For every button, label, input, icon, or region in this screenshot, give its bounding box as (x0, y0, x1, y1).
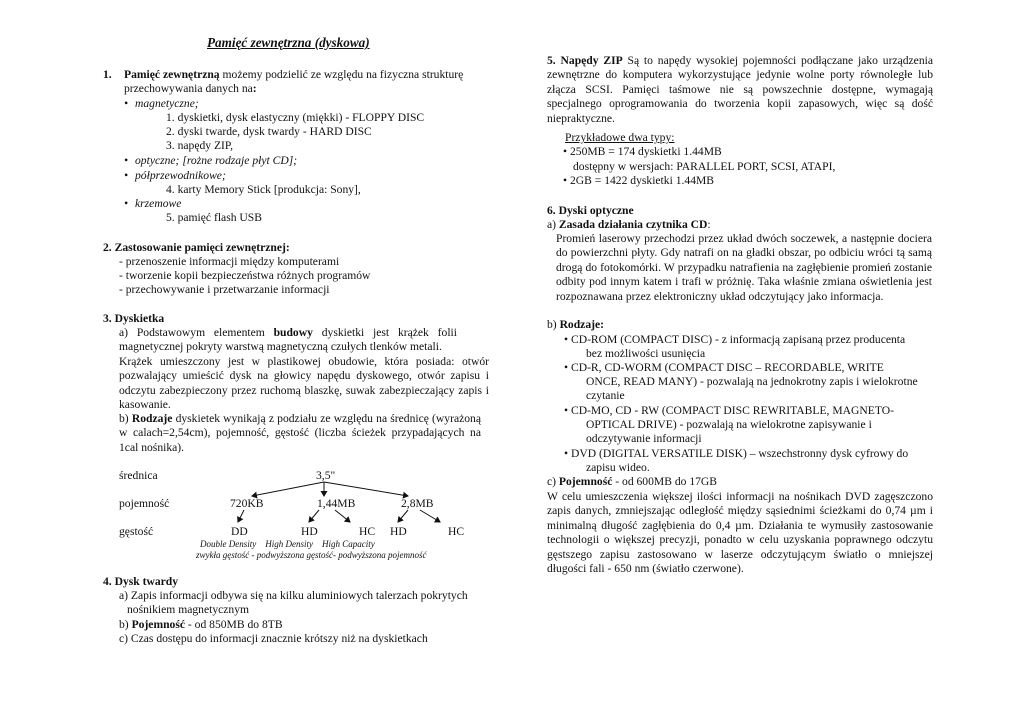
diagram-cap-720: 720KB (230, 497, 264, 510)
bullet-icon: • (124, 169, 129, 182)
diagram-cap-28: 2,8MB (401, 497, 434, 510)
s6-a-heading (547, 218, 711, 232)
s6-b-prefix: b) (547, 318, 560, 331)
s6-type-line: czytanie (586, 389, 625, 402)
s6-b-bold: Rodzaje: (559, 318, 604, 331)
s3-b-bold: Rodzaje (131, 412, 173, 425)
arrow-to-28 (324, 482, 408, 496)
s3-a-text: dyskietki jest krążek folii magnetycznej pokryty warstwą magnetyczną czułych tlenków metali. (119, 326, 457, 354)
s4-heading: 4. Dysk twardy (103, 575, 179, 588)
diagram-diameter: 3,5" (316, 469, 336, 482)
s3-a-bold: budowy (273, 326, 313, 339)
s6-type-line: CD-R, CD-WORM (COMPACT DISC – RECORDABLE, WRITE (570, 361, 884, 374)
bullet-icon: • (124, 97, 129, 110)
s6-a-prefix: a) (547, 218, 559, 231)
s6-type-cdrom (564, 333, 905, 347)
s1-m2: 2. dyski twarde, dysk twardy - HARD DISC (166, 125, 372, 138)
diagram-dd: DD (231, 525, 248, 538)
s2-item: - przenoszenie informacji między komputerami (119, 255, 340, 268)
s5-text: Są to napędy wysokiej pojemności podłączane jako urządzenia zewnętrzne do komputera wykorzystujące jedynie wolne porty równoległe lub złącza SCSI. Pamięci taśmowe nie są powszechnie dostępne, wymagają specjalnego oprogramowania do tworzenia kopii zapasowych, więc są dość niepraktyczne. (547, 54, 933, 125)
bullet-icon: • (563, 174, 570, 187)
s6-c-bold: Pojemność (558, 475, 613, 488)
s1-text: możemy podzielić ze względu na fizyczna strukturę (219, 68, 464, 81)
s6-a-bold: Zasada działania czytnika CD (558, 218, 708, 231)
s1-bold: Pamięć zewnętrzną (124, 68, 220, 81)
s5-e2-text: 2GB = 1422 dyskietki 1.44MB (569, 174, 715, 187)
arrow-hd-2 (398, 510, 408, 522)
s3-a-paragraph-2: Krążek umieszczony jest w plastikowej obudowie, która posiada: otwór pozwalający umieścić dysk na głowicy napędu dyskowego, otwór zapisu i odczytu zabezpieczony przez ruchomą blaszkę, suwak zabezpieczający zapis i kasowanie. (119, 355, 489, 412)
s6-type-line: odczytywanie informacji (586, 432, 702, 445)
s6-type-line: bez możliwości usunięcia (586, 347, 706, 360)
s5-e1-text: 250MB = 174 dyskietki 1.44MB (569, 145, 722, 158)
bullet-icon: • (564, 333, 571, 346)
s4-b-bold: Pojemność (131, 618, 186, 631)
s1-m1: 1. dyskietki, dysk elastyczny (miękki) - FLOPPY DISC (166, 111, 425, 124)
arrow-hc-2 (420, 510, 440, 522)
s1-silicon-label: krzemowe (135, 197, 182, 210)
s5-heading: 5. Napędy ZIP (547, 54, 623, 67)
s6-type-line: OPTICAL DRIVE) - pozwalają na wielokrotne zapisywanie i (586, 418, 872, 431)
diagram-label-diameter: średnica (119, 469, 158, 482)
s3-heading: 3. Dyskietka (103, 312, 165, 325)
s3-b-text: dyskietek wynikają z podziału ze względu na średnicę (wyrażoną w calach=2,54cm), pojemność, gęstość (liczba ścieżek przypadających na 1cal nośnika). (119, 412, 481, 454)
arrow-hd-1 (309, 510, 319, 522)
s6-b-heading (547, 318, 604, 332)
s2-heading: 2. Zastosowanie pamięci zewnętrznej: (103, 241, 290, 254)
diagram-hc-1: HC (359, 525, 376, 538)
diagram-hd-2: HD (390, 525, 407, 538)
s2-item: - przechowywanie i przetwarzanie informacji (119, 283, 330, 296)
bullet-icon: • (564, 447, 571, 460)
arrow-hc-1 (335, 510, 350, 522)
s3-b-prefix: b) (119, 412, 132, 425)
s4-a: a) Zapis informacji odbywa się na kilku aluminiowych talerzach pokrytych (119, 589, 468, 602)
s6-type-line: DVD (DIGITAL VERSATILE DISK) – wszechstronny dysk cyfrowy do (570, 447, 909, 460)
s3-a-prefix: a) Podstawowym elementem (119, 326, 274, 339)
s1-magnetic-label: magnetyczne; (135, 97, 199, 110)
s6-type-line: CD-MO, CD - RW (COMPACT DISC REWRITABLE, MAGNETO- (570, 404, 894, 417)
s4-b-text: - od 850MB do 8TB (185, 618, 283, 631)
bullet-icon: • (124, 154, 129, 167)
bullet-icon: • (564, 361, 571, 374)
s1-line2-text: przechowywania danych na (124, 82, 253, 95)
s6-type-line: CD-ROM (COMPACT DISC) - z informacją zapisaną przez producenta (570, 333, 906, 346)
s6-c (547, 475, 717, 489)
bullet-icon: • (563, 145, 570, 158)
s1-line2-colon: : (252, 82, 257, 95)
s1-number: 1. (103, 68, 112, 81)
s6-type-line: ONCE, READ MANY) - pozwalają na jednokrotny zapis i wielokrotne (586, 375, 918, 388)
s6-type-line: zapisu wideo. (586, 461, 650, 474)
s2-item: - tworzenie kopii bezpieczeństwa różnych programów (119, 269, 371, 282)
s1-k5: 5. pamięć flash USB (166, 211, 262, 224)
diagram-label-density: gęstość (119, 525, 154, 538)
s5-paragraph (547, 54, 933, 126)
s6-a-paragraph: Promień laserowy przechodzi przez układ dwóch soczewek, a następnie dociera do powierzchni płyty. Gdy natrafi on na gładki obszar, po odbiciu wróci tą samą drogą do fotokomórki. W przypadku natrafienia na zagłębienie promień zostanie odbity pod innym katem i trafi w próżnię. Taka właśnie zmiana oświetlenia jest rozpoznawana przez elektroniczny układ odczytujący jako informacja. (556, 232, 932, 303)
s5-examples: Przykładowe dwa typy: (565, 131, 675, 144)
bullet-icon: • (124, 197, 129, 210)
s1-semi-label: półprzewodnikowe; (135, 169, 226, 182)
s6-c-text: - od 600MB do 17GB (612, 475, 718, 488)
s1-optical-label: optyczne; [rożne rodzaje płyt CD]; (135, 154, 298, 167)
s6-type-dvd (564, 447, 908, 461)
s4-c: c) Czas dostępu do informacji znacznie krótszy niż na dyskietkach (119, 632, 428, 645)
diagram-legend-1: Double Density High Density High Capacity (200, 539, 375, 549)
diagram-label-capacity: pojemność (119, 497, 170, 510)
s6-heading: 6. Dyski optyczne (547, 204, 634, 217)
arrow-dd (238, 510, 244, 522)
s6-final-paragraph: W celu umieszczenia większej ilości informacji na nośnikach DVD zagęszczono zapis danych, zmniejszając odległość między sąsiednimi ścieżkami do 0,74 µm i minimalną długość zagłębienia do 0,4 µm. Działania te wymusiły zastosowanie technologii o większej precyzji, ponadto w celu uzyskania poprawnego odczytu gęstszego zapisu zastosowano w laserze odczytującym światło o mniejszej długości fali - 650 nm (światło czerwone). (547, 490, 933, 576)
diagram-hc-2: HC (448, 525, 465, 538)
s6-a-colon: : (707, 218, 711, 231)
s5-e2 (563, 174, 714, 188)
s1-s4: 4. karty Memory Stick [produkcja: Sony], (166, 183, 361, 196)
diagram-legend-2: zwykła gęstość - podwyższona gęstość- podwyższona pojemność (196, 550, 427, 560)
s6-type-cdr (564, 361, 884, 375)
arrow-to-720 (252, 482, 324, 496)
diagram-hd-1: HD (301, 525, 318, 538)
diagram-cap-144: 1,44MB (317, 497, 356, 510)
s4-b (119, 618, 283, 632)
s6-type-cdmo (564, 404, 894, 418)
s1-m3: 3. napędy ZIP, (166, 139, 233, 152)
s4-b-prefix: b) (119, 618, 132, 631)
s5-e1b: dostępny w wersjach: PARALLEL PORT, SCSI, ATAPI, (573, 160, 836, 173)
s6-c-prefix: c) (547, 475, 559, 488)
bullet-icon: • (564, 404, 571, 417)
page-title: Pamięć zewnętrzna (dyskowa) (207, 35, 370, 50)
s4-a2: nośnikiem magnetycznym (127, 603, 250, 616)
s5-e1 (563, 145, 722, 159)
